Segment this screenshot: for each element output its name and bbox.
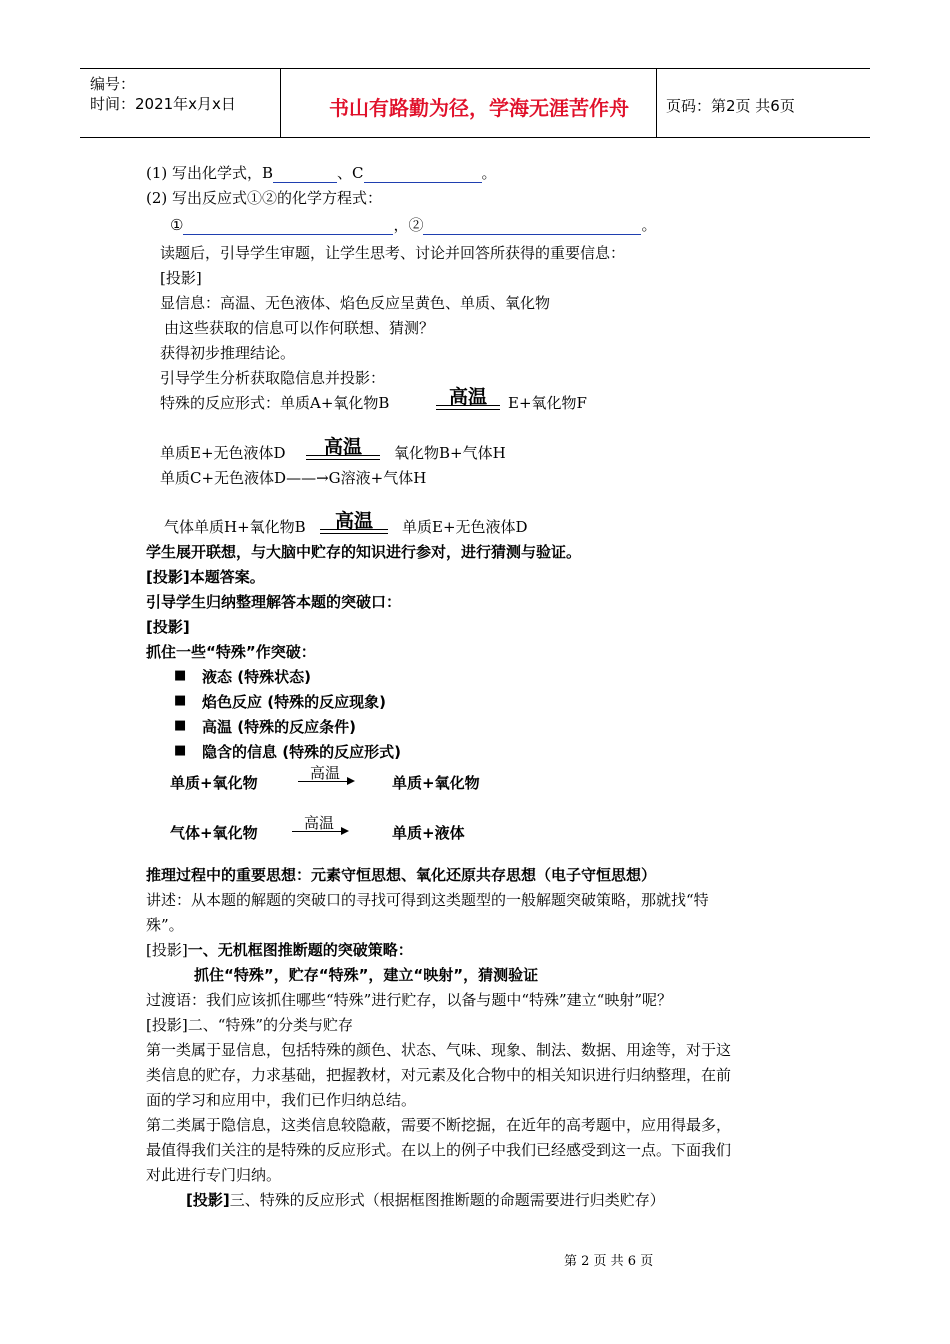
reaction-4-right: 单质E+无色液体D (402, 518, 528, 536)
header-motto: 书山有路勤为径，学海无涯苦作舟 (329, 96, 629, 120)
form-1-right: 单质+氧化物 (392, 774, 480, 792)
text-line: 引导学生分析获取隐信息并投影： (160, 369, 386, 387)
form-2-arrow-line (292, 831, 342, 832)
section-three-title: 三、特殊的反应形式（根据框图推断题的命题需要进行归类贮存） (229, 1191, 665, 1209)
form-2-right: 单质+液体 (392, 824, 465, 842)
bullet-item: 焰色反应 (特殊的反应现象) (202, 693, 386, 711)
page-header (80, 68, 870, 138)
bullet-square-icon: ■ (174, 718, 187, 733)
bullet-item: 高温 (特殊的反应条件) (202, 718, 356, 736)
strategy-line: 抓住“特殊”，贮存“特殊”，建立“映射”，猜测验证 (194, 966, 539, 984)
question-1 (146, 162, 497, 183)
reaction-2-equals (306, 455, 380, 460)
text-line: 读题后，引导学生审题，让学生思考、讨论并回答所获得的重要信息： (160, 244, 626, 262)
reaction-1-equals (436, 405, 500, 410)
equation-marker: ，② (393, 216, 424, 234)
text-line: 类信息的贮存，力求基础，把握教材，对元素及化合物中的相关知识进行归纳整理，在前 (146, 1066, 732, 1084)
answer-blank-eq2 (423, 220, 641, 235)
date-label: 时间：2021年x月x日 (90, 95, 236, 113)
arrow-right-icon (341, 827, 349, 835)
doc-number-label: 编号： (90, 75, 136, 93)
text-line: 第二类属于隐信息，这类信息较隐蔽，需要不断挖掘，在近年的高考题中，应用得最多， (146, 1116, 732, 1134)
question-1-text: 。 (481, 164, 497, 182)
equation-marker: ① (170, 216, 184, 234)
text-line: 由这些获取的信息可以作何联想、猜测？ (164, 319, 435, 337)
form-1-arrow-line (298, 781, 348, 782)
form-2-left: 气体+氧化物 (170, 824, 258, 842)
reaction-4-equals (320, 529, 388, 534)
text-line: 第一类属于显信息，包括特殊的颜色、状态、气味、现象、制法、数据、用途等，对于这 (146, 1041, 732, 1059)
form-1-left: 单质+氧化物 (170, 774, 258, 792)
text-line: 最值得我们关注的是特殊的反应形式。在以上的例子中我们已经感受到这一点。下面我们 (146, 1141, 732, 1159)
reaction-1-left: 特殊的反应形式：单质A+氧化物B (160, 394, 390, 412)
bold-line: [投影] (146, 618, 190, 636)
reaction-1-right: E+氧化物F (508, 394, 587, 412)
projection-tag: [投影] (146, 941, 188, 959)
reaction-2-left: 单质E+无色液体D (160, 444, 286, 462)
question-1-text: (1) 写出化学式，B (146, 164, 274, 182)
bullet-square-icon: ■ (174, 668, 187, 683)
text-line: 面的学习和应用中，我们已作归纳总结。 (146, 1091, 417, 1109)
reaction-2-right: 氧化物B+气体H (394, 444, 506, 462)
bullet-square-icon: ■ (174, 693, 187, 708)
bold-line: 抓住一些“特殊”作突破： (146, 643, 316, 661)
page-footer: 第 2 页 共 6 页 (564, 1254, 654, 1269)
form-1-condition: 高温 (309, 764, 340, 782)
text-line: [投影]二、“特殊”的分类与贮存 (146, 1016, 354, 1034)
bold-line: 引导学生归纳整理解答本题的突破口： (146, 593, 402, 611)
answer-blank-eq1 (183, 220, 393, 235)
text-line: 对此进行专门归纳。 (146, 1166, 282, 1184)
question-2-title: (2) 写出反应式①②的化学方程式： (146, 189, 383, 207)
projection-tag: [投影] (186, 1191, 230, 1209)
reaction-1-condition: 高温 (448, 386, 487, 408)
question-2-blanks (170, 214, 656, 235)
text-line: 显信息：高温、无色液体、焰色反应呈黄色、单质、氧化物 (160, 294, 551, 312)
text-line: 讲述：从本题的解题的突破口的寻找可得到这类题型的一般解题突破策略，那就找“特 (146, 891, 709, 909)
bullet-square-icon: ■ (174, 743, 187, 758)
page-number-label: 页码：第2页 共6页 (666, 97, 795, 115)
header-divider (656, 69, 657, 137)
section-three-heading (186, 1189, 665, 1210)
arrow-right-icon (347, 777, 355, 785)
equation-marker: 。 (641, 216, 657, 234)
bullet-item: 液态 (特殊状态) (202, 668, 311, 686)
text-line: 过渡语：我们应该抓住哪些“特殊”进行贮存，以备与题中“特殊”建立“映射”呢？ (146, 991, 673, 1009)
text-line: [投影] (160, 269, 202, 287)
answer-blank-c (364, 168, 482, 183)
bullet-item: 隐含的信息 (特殊的反应形式) (202, 743, 401, 761)
section-one-title: 一、无机框图推断题的突破策略： (187, 941, 413, 959)
section-one-heading (146, 939, 413, 960)
reaction-2-condition: 高温 (323, 436, 362, 458)
text-line: 获得初步推理结论。 (160, 344, 296, 362)
reaction-4-left: 气体单质H+氧化物B (164, 518, 306, 536)
form-2-condition: 高温 (303, 814, 334, 832)
reaction-3: 单质C+无色液体D——→G溶液+气体H (160, 469, 427, 487)
bold-line: 学生展开联想，与大脑中贮存的知识进行参对，进行猜测与验证。 (146, 543, 582, 561)
bold-line: [投影]本题答案。 (146, 568, 265, 586)
key-thoughts: 推理过程中的重要思想：元素守恒思想、氧化还原共存思想（电子守恒思想） (146, 866, 657, 884)
text-line: 殊”。 (146, 916, 184, 934)
reaction-4-condition: 高温 (334, 510, 373, 532)
answer-blank-b (273, 168, 337, 183)
question-1-text: 、C (337, 164, 364, 182)
header-divider (280, 69, 281, 137)
